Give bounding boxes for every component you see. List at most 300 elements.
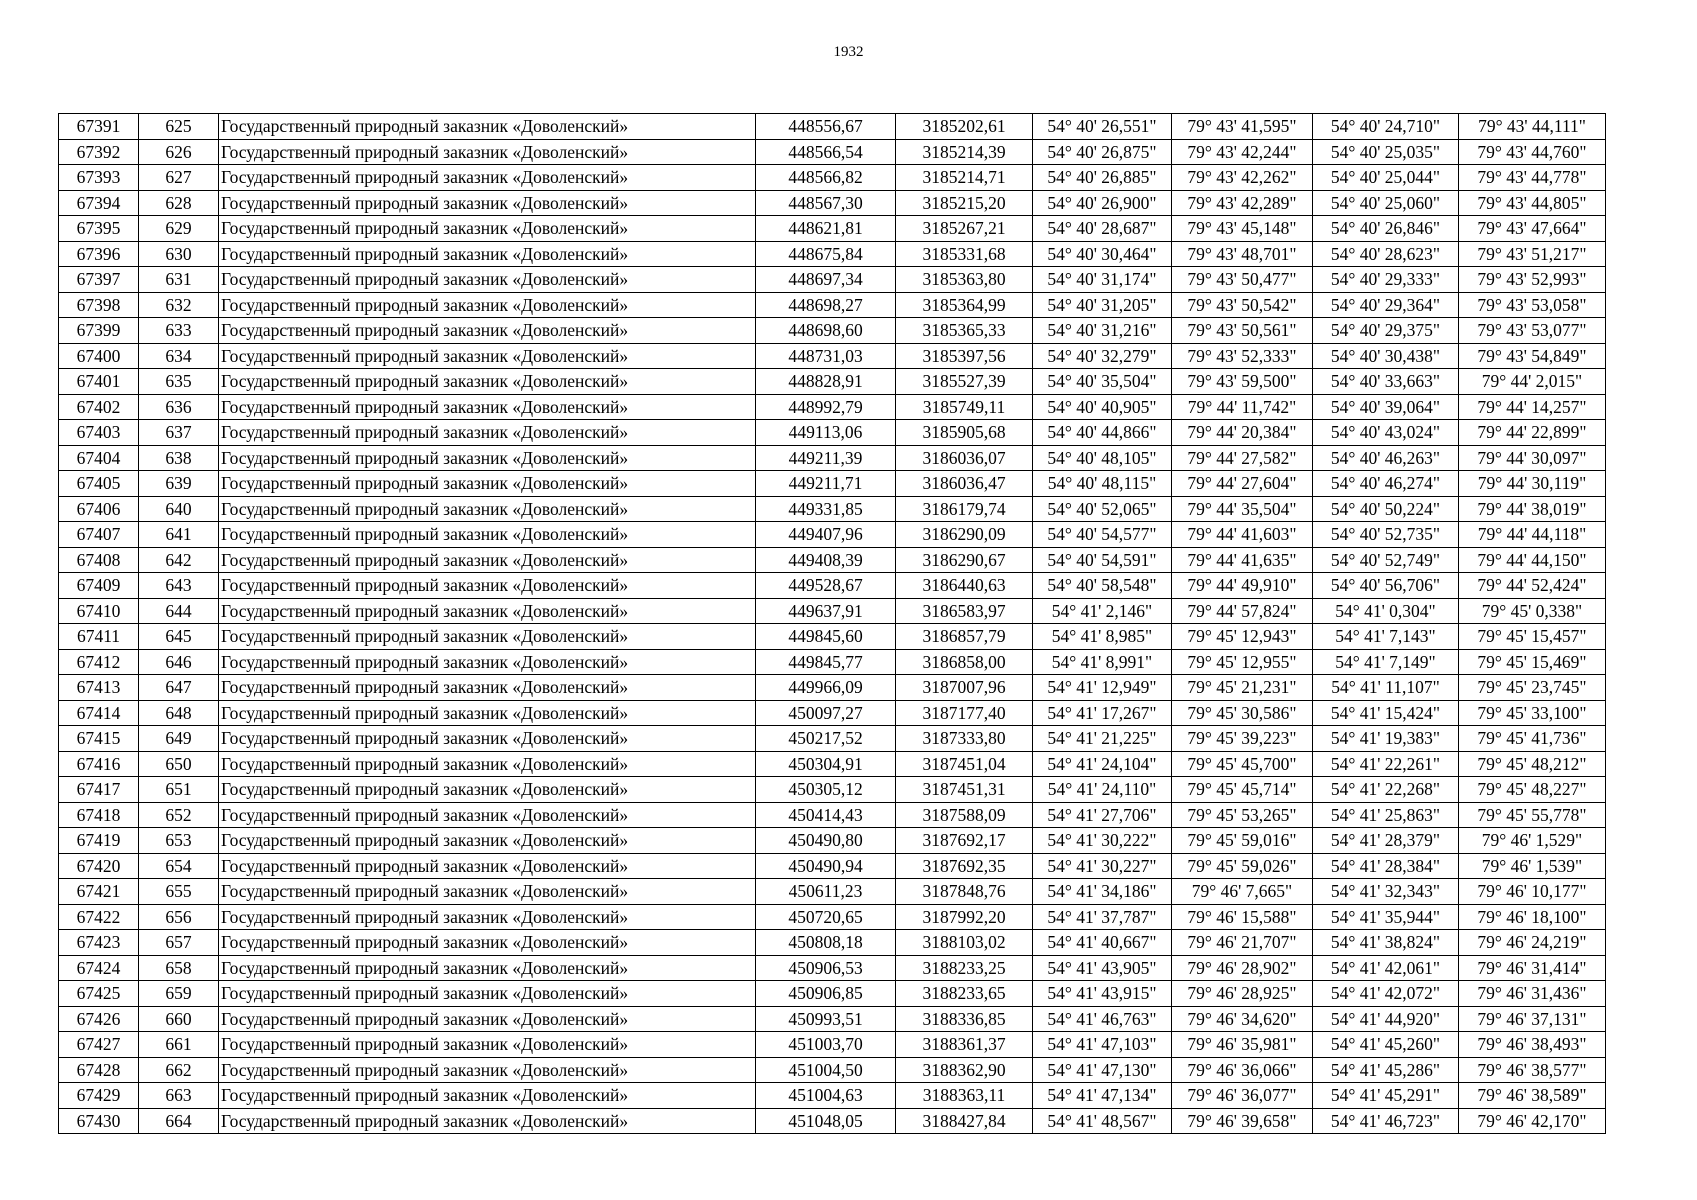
latitude-1-cell: 54° 41' 8,985" [1033, 624, 1172, 650]
y-coordinate-cell: 3185202,61 [896, 114, 1033, 140]
table-row [59, 139, 1606, 165]
area-name-cell: Государственный природный заказник «Доволенский» [219, 930, 756, 956]
latitude-2-cell: 54° 40' 33,663" [1313, 369, 1459, 395]
table-row [59, 496, 1606, 522]
point-number-cell: 658 [139, 955, 219, 981]
area-name-cell: Государственный природный заказник «Доволенский» [219, 216, 756, 242]
table-row [59, 343, 1606, 369]
record-id-cell: 67417 [59, 777, 139, 803]
y-coordinate-cell: 3185214,71 [896, 165, 1033, 191]
x-coordinate-cell: 450993,51 [756, 1006, 896, 1032]
record-id-cell: 67422 [59, 904, 139, 930]
record-id-cell: 67411 [59, 624, 139, 650]
latitude-1-cell: 54° 40' 44,866" [1033, 420, 1172, 446]
x-coordinate-cell: 448698,27 [756, 292, 896, 318]
longitude-1-cell: 79° 45' 12,943" [1172, 624, 1313, 650]
x-coordinate-cell: 448698,60 [756, 318, 896, 344]
table-row [59, 853, 1606, 879]
latitude-1-cell: 54° 40' 31,174" [1033, 267, 1172, 293]
y-coordinate-cell: 3186290,09 [896, 522, 1033, 548]
record-id-cell: 67399 [59, 318, 139, 344]
record-id-cell: 67430 [59, 1108, 139, 1134]
latitude-2-cell: 54° 41' 28,379" [1313, 828, 1459, 854]
latitude-2-cell: 54° 41' 11,107" [1313, 675, 1459, 701]
latitude-1-cell: 54° 41' 47,130" [1033, 1057, 1172, 1083]
latitude-2-cell: 54° 40' 50,224" [1313, 496, 1459, 522]
longitude-2-cell: 79° 44' 30,119" [1459, 471, 1606, 497]
area-name-cell: Государственный природный заказник «Доволенский» [219, 700, 756, 726]
table-row [59, 573, 1606, 599]
longitude-2-cell: 79° 46' 38,493" [1459, 1032, 1606, 1058]
point-number-cell: 646 [139, 649, 219, 675]
area-name-cell: Государственный природный заказник «Доволенский» [219, 777, 756, 803]
record-id-cell: 67425 [59, 981, 139, 1007]
longitude-1-cell: 79° 44' 49,910" [1172, 573, 1313, 599]
record-id-cell: 67398 [59, 292, 139, 318]
latitude-2-cell: 54° 40' 46,274" [1313, 471, 1459, 497]
table-row [59, 1006, 1606, 1032]
area-name-cell: Государственный природный заказник «Доволенский» [219, 598, 756, 624]
y-coordinate-cell: 3187333,80 [896, 726, 1033, 752]
area-name-cell: Государственный природный заказник «Доволенский» [219, 675, 756, 701]
latitude-1-cell: 54° 41' 34,186" [1033, 879, 1172, 905]
point-number-cell: 649 [139, 726, 219, 752]
record-id-cell: 67404 [59, 445, 139, 471]
table-row [59, 522, 1606, 548]
y-coordinate-cell: 3185749,11 [896, 394, 1033, 420]
longitude-1-cell: 79° 45' 45,714" [1172, 777, 1313, 803]
y-coordinate-cell: 3186440,63 [896, 573, 1033, 599]
longitude-2-cell: 79° 45' 15,469" [1459, 649, 1606, 675]
record-id-cell: 67406 [59, 496, 139, 522]
x-coordinate-cell: 448675,84 [756, 241, 896, 267]
point-number-cell: 648 [139, 700, 219, 726]
y-coordinate-cell: 3188427,84 [896, 1108, 1033, 1134]
point-number-cell: 628 [139, 190, 219, 216]
point-number-cell: 635 [139, 369, 219, 395]
record-id-cell: 67413 [59, 675, 139, 701]
latitude-1-cell: 54° 41' 8,991" [1033, 649, 1172, 675]
longitude-1-cell: 79° 43' 52,333" [1172, 343, 1313, 369]
point-number-cell: 637 [139, 420, 219, 446]
longitude-2-cell: 79° 45' 41,736" [1459, 726, 1606, 752]
x-coordinate-cell: 450906,85 [756, 981, 896, 1007]
point-number-cell: 629 [139, 216, 219, 242]
point-number-cell: 640 [139, 496, 219, 522]
latitude-1-cell: 54° 40' 26,551" [1033, 114, 1172, 140]
latitude-2-cell: 54° 40' 52,735" [1313, 522, 1459, 548]
x-coordinate-cell: 450611,23 [756, 879, 896, 905]
latitude-1-cell: 54° 40' 40,905" [1033, 394, 1172, 420]
record-id-cell: 67397 [59, 267, 139, 293]
x-coordinate-cell: 448566,54 [756, 139, 896, 165]
longitude-1-cell: 79° 43' 42,262" [1172, 165, 1313, 191]
point-number-cell: 631 [139, 267, 219, 293]
latitude-2-cell: 54° 41' 7,149" [1313, 649, 1459, 675]
x-coordinate-cell: 450720,65 [756, 904, 896, 930]
longitude-2-cell: 79° 44' 52,424" [1459, 573, 1606, 599]
table-row [59, 369, 1606, 395]
longitude-2-cell: 79° 43' 52,993" [1459, 267, 1606, 293]
point-number-cell: 638 [139, 445, 219, 471]
latitude-1-cell: 54° 40' 31,205" [1033, 292, 1172, 318]
y-coordinate-cell: 3185214,39 [896, 139, 1033, 165]
area-name-cell: Государственный природный заказник «Доволенский» [219, 139, 756, 165]
y-coordinate-cell: 3187007,96 [896, 675, 1033, 701]
area-name-cell: Государственный природный заказник «Доволенский» [219, 420, 756, 446]
table-row [59, 828, 1606, 854]
longitude-2-cell: 79° 46' 1,529" [1459, 828, 1606, 854]
latitude-1-cell: 54° 40' 52,065" [1033, 496, 1172, 522]
x-coordinate-cell: 448828,91 [756, 369, 896, 395]
record-id-cell: 67427 [59, 1032, 139, 1058]
table-row [59, 700, 1606, 726]
longitude-2-cell: 79° 46' 37,131" [1459, 1006, 1606, 1032]
table-row [59, 165, 1606, 191]
latitude-2-cell: 54° 41' 45,286" [1313, 1057, 1459, 1083]
table-row [59, 751, 1606, 777]
latitude-2-cell: 54° 40' 28,623" [1313, 241, 1459, 267]
page-number: 1932 [833, 44, 864, 60]
longitude-2-cell: 79° 46' 31,436" [1459, 981, 1606, 1007]
record-id-cell: 67402 [59, 394, 139, 420]
table-row [59, 1108, 1606, 1134]
longitude-1-cell: 79° 46' 36,077" [1172, 1083, 1313, 1109]
longitude-2-cell: 79° 44' 38,019" [1459, 496, 1606, 522]
x-coordinate-cell: 449528,67 [756, 573, 896, 599]
latitude-1-cell: 54° 41' 46,763" [1033, 1006, 1172, 1032]
x-coordinate-cell: 451004,63 [756, 1083, 896, 1109]
longitude-1-cell: 79° 46' 35,981" [1172, 1032, 1313, 1058]
record-id-cell: 67414 [59, 700, 139, 726]
y-coordinate-cell: 3186583,97 [896, 598, 1033, 624]
latitude-1-cell: 54° 41' 21,225" [1033, 726, 1172, 752]
y-coordinate-cell: 3188361,37 [896, 1032, 1033, 1058]
longitude-1-cell: 79° 43' 42,244" [1172, 139, 1313, 165]
x-coordinate-cell: 451003,70 [756, 1032, 896, 1058]
latitude-2-cell: 54° 41' 44,920" [1313, 1006, 1459, 1032]
table-row [59, 802, 1606, 828]
latitude-1-cell: 54° 40' 54,577" [1033, 522, 1172, 548]
x-coordinate-cell: 448731,03 [756, 343, 896, 369]
longitude-1-cell: 79° 45' 21,231" [1172, 675, 1313, 701]
longitude-2-cell: 79° 45' 48,212" [1459, 751, 1606, 777]
table-row [59, 1083, 1606, 1109]
longitude-2-cell: 79° 43' 53,058" [1459, 292, 1606, 318]
longitude-2-cell: 79° 44' 30,097" [1459, 445, 1606, 471]
record-id-cell: 67410 [59, 598, 139, 624]
longitude-1-cell: 79° 46' 15,588" [1172, 904, 1313, 930]
longitude-1-cell: 79° 43' 50,477" [1172, 267, 1313, 293]
record-id-cell: 67415 [59, 726, 139, 752]
x-coordinate-cell: 448697,34 [756, 267, 896, 293]
point-number-cell: 626 [139, 139, 219, 165]
x-coordinate-cell: 448556,67 [756, 114, 896, 140]
longitude-2-cell: 79° 43' 44,805" [1459, 190, 1606, 216]
longitude-1-cell: 79° 44' 57,824" [1172, 598, 1313, 624]
longitude-2-cell: 79° 45' 55,778" [1459, 802, 1606, 828]
longitude-2-cell: 79° 43' 44,778" [1459, 165, 1606, 191]
latitude-2-cell: 54° 41' 15,424" [1313, 700, 1459, 726]
y-coordinate-cell: 3185365,33 [896, 318, 1033, 344]
y-coordinate-cell: 3186858,00 [896, 649, 1033, 675]
latitude-2-cell: 54° 41' 7,143" [1313, 624, 1459, 650]
latitude-2-cell: 54° 40' 52,749" [1313, 547, 1459, 573]
y-coordinate-cell: 3188103,02 [896, 930, 1033, 956]
area-name-cell: Государственный природный заказник «Доволенский» [219, 624, 756, 650]
point-number-cell: 645 [139, 624, 219, 650]
longitude-2-cell: 79° 44' 44,118" [1459, 522, 1606, 548]
record-id-cell: 67407 [59, 522, 139, 548]
record-id-cell: 67429 [59, 1083, 139, 1109]
latitude-1-cell: 54° 41' 27,706" [1033, 802, 1172, 828]
latitude-2-cell: 54° 40' 30,438" [1313, 343, 1459, 369]
point-number-cell: 663 [139, 1083, 219, 1109]
latitude-1-cell: 54° 40' 58,548" [1033, 573, 1172, 599]
longitude-1-cell: 79° 46' 39,658" [1172, 1108, 1313, 1134]
x-coordinate-cell: 448621,81 [756, 216, 896, 242]
latitude-1-cell: 54° 41' 24,104" [1033, 751, 1172, 777]
area-name-cell: Государственный природный заказник «Доволенский» [219, 547, 756, 573]
longitude-2-cell: 79° 43' 44,111" [1459, 114, 1606, 140]
x-coordinate-cell: 450490,80 [756, 828, 896, 854]
longitude-2-cell: 79° 46' 24,219" [1459, 930, 1606, 956]
latitude-1-cell: 54° 40' 32,279" [1033, 343, 1172, 369]
longitude-2-cell: 79° 44' 44,150" [1459, 547, 1606, 573]
y-coordinate-cell: 3187451,31 [896, 777, 1033, 803]
longitude-2-cell: 79° 44' 2,015" [1459, 369, 1606, 395]
latitude-2-cell: 54° 40' 24,710" [1313, 114, 1459, 140]
table-row [59, 955, 1606, 981]
y-coordinate-cell: 3187451,04 [896, 751, 1033, 777]
y-coordinate-cell: 3188336,85 [896, 1006, 1033, 1032]
area-name-cell: Государственный природный заказник «Доволенский» [219, 1108, 756, 1134]
area-name-cell: Государственный природный заказник «Доволенский» [219, 190, 756, 216]
area-name-cell: Государственный природный заказник «Доволенский» [219, 241, 756, 267]
x-coordinate-cell: 449211,39 [756, 445, 896, 471]
longitude-1-cell: 79° 44' 27,604" [1172, 471, 1313, 497]
table-row [59, 241, 1606, 267]
x-coordinate-cell: 449211,71 [756, 471, 896, 497]
point-number-cell: 632 [139, 292, 219, 318]
latitude-2-cell: 54° 41' 19,383" [1313, 726, 1459, 752]
table-row [59, 471, 1606, 497]
area-name-cell: Государственный природный заказник «Доволенский» [219, 904, 756, 930]
y-coordinate-cell: 3185331,68 [896, 241, 1033, 267]
latitude-1-cell: 54° 41' 37,787" [1033, 904, 1172, 930]
coordinates-table [58, 113, 1606, 1134]
latitude-1-cell: 54° 40' 26,900" [1033, 190, 1172, 216]
longitude-1-cell: 79° 43' 41,595" [1172, 114, 1313, 140]
latitude-1-cell: 54° 41' 30,227" [1033, 853, 1172, 879]
point-number-cell: 651 [139, 777, 219, 803]
area-name-cell: Государственный природный заказник «Доволенский» [219, 981, 756, 1007]
table-row [59, 777, 1606, 803]
record-id-cell: 67418 [59, 802, 139, 828]
y-coordinate-cell: 3186857,79 [896, 624, 1033, 650]
record-id-cell: 67394 [59, 190, 139, 216]
x-coordinate-cell: 449637,91 [756, 598, 896, 624]
longitude-1-cell: 79° 44' 20,384" [1172, 420, 1313, 446]
latitude-1-cell: 54° 41' 47,103" [1033, 1032, 1172, 1058]
longitude-1-cell: 79° 46' 34,620" [1172, 1006, 1313, 1032]
longitude-1-cell: 79° 45' 30,586" [1172, 700, 1313, 726]
latitude-1-cell: 54° 41' 30,222" [1033, 828, 1172, 854]
latitude-2-cell: 54° 41' 42,072" [1313, 981, 1459, 1007]
x-coordinate-cell: 448566,82 [756, 165, 896, 191]
latitude-2-cell: 54° 40' 39,064" [1313, 394, 1459, 420]
y-coordinate-cell: 3188362,90 [896, 1057, 1033, 1083]
point-number-cell: 660 [139, 1006, 219, 1032]
longitude-2-cell: 79° 46' 1,539" [1459, 853, 1606, 879]
x-coordinate-cell: 450304,91 [756, 751, 896, 777]
longitude-2-cell: 79° 43' 47,664" [1459, 216, 1606, 242]
latitude-1-cell: 54° 40' 26,885" [1033, 165, 1172, 191]
latitude-2-cell: 54° 40' 29,375" [1313, 318, 1459, 344]
y-coordinate-cell: 3188363,11 [896, 1083, 1033, 1109]
latitude-1-cell: 54° 40' 48,105" [1033, 445, 1172, 471]
x-coordinate-cell: 449331,85 [756, 496, 896, 522]
record-id-cell: 67395 [59, 216, 139, 242]
point-number-cell: 634 [139, 343, 219, 369]
longitude-2-cell: 79° 44' 14,257" [1459, 394, 1606, 420]
table-row [59, 904, 1606, 930]
table-row [59, 675, 1606, 701]
area-name-cell: Государственный природный заказник «Доволенский» [219, 114, 756, 140]
latitude-1-cell: 54° 41' 12,949" [1033, 675, 1172, 701]
x-coordinate-cell: 450906,53 [756, 955, 896, 981]
point-number-cell: 664 [139, 1108, 219, 1134]
y-coordinate-cell: 3188233,65 [896, 981, 1033, 1007]
longitude-2-cell: 79° 46' 10,177" [1459, 879, 1606, 905]
y-coordinate-cell: 3188233,25 [896, 955, 1033, 981]
point-number-cell: 642 [139, 547, 219, 573]
point-number-cell: 662 [139, 1057, 219, 1083]
area-name-cell: Государственный природный заказник «Доволенский» [219, 955, 756, 981]
area-name-cell: Государственный природный заказник «Доволенский» [219, 726, 756, 752]
latitude-1-cell: 54° 40' 48,115" [1033, 471, 1172, 497]
point-number-cell: 652 [139, 802, 219, 828]
longitude-1-cell: 79° 43' 59,500" [1172, 369, 1313, 395]
latitude-1-cell: 54° 41' 40,667" [1033, 930, 1172, 956]
table-body [59, 114, 1606, 1134]
y-coordinate-cell: 3187848,76 [896, 879, 1033, 905]
x-coordinate-cell: 450414,43 [756, 802, 896, 828]
point-number-cell: 643 [139, 573, 219, 599]
longitude-1-cell: 79° 43' 50,542" [1172, 292, 1313, 318]
longitude-1-cell: 79° 43' 45,148" [1172, 216, 1313, 242]
table-row [59, 598, 1606, 624]
table-row [59, 726, 1606, 752]
record-id-cell: 67421 [59, 879, 139, 905]
x-coordinate-cell: 450217,52 [756, 726, 896, 752]
longitude-1-cell: 79° 43' 48,701" [1172, 241, 1313, 267]
record-id-cell: 67412 [59, 649, 139, 675]
longitude-2-cell: 79° 46' 18,100" [1459, 904, 1606, 930]
longitude-1-cell: 79° 44' 11,742" [1172, 394, 1313, 420]
area-name-cell: Государственный природный заказник «Доволенский» [219, 394, 756, 420]
y-coordinate-cell: 3185364,99 [896, 292, 1033, 318]
latitude-2-cell: 54° 41' 45,291" [1313, 1083, 1459, 1109]
longitude-1-cell: 79° 44' 41,603" [1172, 522, 1313, 548]
table-row [59, 318, 1606, 344]
latitude-2-cell: 54° 41' 22,268" [1313, 777, 1459, 803]
y-coordinate-cell: 3187992,20 [896, 904, 1033, 930]
x-coordinate-cell: 448992,79 [756, 394, 896, 420]
area-name-cell: Государственный природный заказник «Доволенский» [219, 573, 756, 599]
latitude-1-cell: 54° 41' 43,915" [1033, 981, 1172, 1007]
longitude-2-cell: 79° 43' 51,217" [1459, 241, 1606, 267]
longitude-1-cell: 79° 45' 45,700" [1172, 751, 1313, 777]
table-row [59, 1032, 1606, 1058]
y-coordinate-cell: 3186036,47 [896, 471, 1033, 497]
record-id-cell: 67426 [59, 1006, 139, 1032]
record-id-cell: 67391 [59, 114, 139, 140]
table-row [59, 114, 1606, 140]
latitude-2-cell: 54° 40' 29,364" [1313, 292, 1459, 318]
longitude-2-cell: 79° 45' 33,100" [1459, 700, 1606, 726]
table-row [59, 394, 1606, 420]
point-number-cell: 625 [139, 114, 219, 140]
longitude-1-cell: 79° 44' 35,504" [1172, 496, 1313, 522]
record-id-cell: 67401 [59, 369, 139, 395]
y-coordinate-cell: 3185267,21 [896, 216, 1033, 242]
area-name-cell: Государственный природный заказник «Доволенский» [219, 879, 756, 905]
latitude-2-cell: 54° 41' 0,304" [1313, 598, 1459, 624]
record-id-cell: 67420 [59, 853, 139, 879]
point-number-cell: 654 [139, 853, 219, 879]
area-name-cell: Государственный природный заказник «Доволенский» [219, 1006, 756, 1032]
latitude-1-cell: 54° 40' 31,216" [1033, 318, 1172, 344]
area-name-cell: Государственный природный заказник «Доволенский» [219, 751, 756, 777]
record-id-cell: 67428 [59, 1057, 139, 1083]
area-name-cell: Государственный природный заказник «Доволенский» [219, 445, 756, 471]
latitude-2-cell: 54° 41' 28,384" [1313, 853, 1459, 879]
latitude-2-cell: 54° 40' 56,706" [1313, 573, 1459, 599]
area-name-cell: Государственный природный заказник «Доволенский» [219, 496, 756, 522]
x-coordinate-cell: 449966,09 [756, 675, 896, 701]
y-coordinate-cell: 3185363,80 [896, 267, 1033, 293]
x-coordinate-cell: 450097,27 [756, 700, 896, 726]
x-coordinate-cell: 449407,96 [756, 522, 896, 548]
record-id-cell: 67405 [59, 471, 139, 497]
record-id-cell: 67400 [59, 343, 139, 369]
table-row [59, 1057, 1606, 1083]
table-row [59, 649, 1606, 675]
point-number-cell: 647 [139, 675, 219, 701]
record-id-cell: 67419 [59, 828, 139, 854]
x-coordinate-cell: 449845,60 [756, 624, 896, 650]
point-number-cell: 656 [139, 904, 219, 930]
y-coordinate-cell: 3185905,68 [896, 420, 1033, 446]
latitude-1-cell: 54° 41' 17,267" [1033, 700, 1172, 726]
latitude-1-cell: 54° 40' 54,591" [1033, 547, 1172, 573]
area-name-cell: Государственный природный заказник «Доволенский» [219, 292, 756, 318]
latitude-2-cell: 54° 41' 38,824" [1313, 930, 1459, 956]
point-number-cell: 655 [139, 879, 219, 905]
point-number-cell: 653 [139, 828, 219, 854]
area-name-cell: Государственный природный заказник «Доволенский» [219, 1032, 756, 1058]
area-name-cell: Государственный природный заказник «Доволенский» [219, 1057, 756, 1083]
latitude-2-cell: 54° 41' 45,260" [1313, 1032, 1459, 1058]
record-id-cell: 67396 [59, 241, 139, 267]
longitude-2-cell: 79° 46' 42,170" [1459, 1108, 1606, 1134]
table-row [59, 930, 1606, 956]
area-name-cell: Государственный природный заказник «Доволенский» [219, 649, 756, 675]
point-number-cell: 627 [139, 165, 219, 191]
latitude-1-cell: 54° 40' 26,875" [1033, 139, 1172, 165]
point-number-cell: 661 [139, 1032, 219, 1058]
